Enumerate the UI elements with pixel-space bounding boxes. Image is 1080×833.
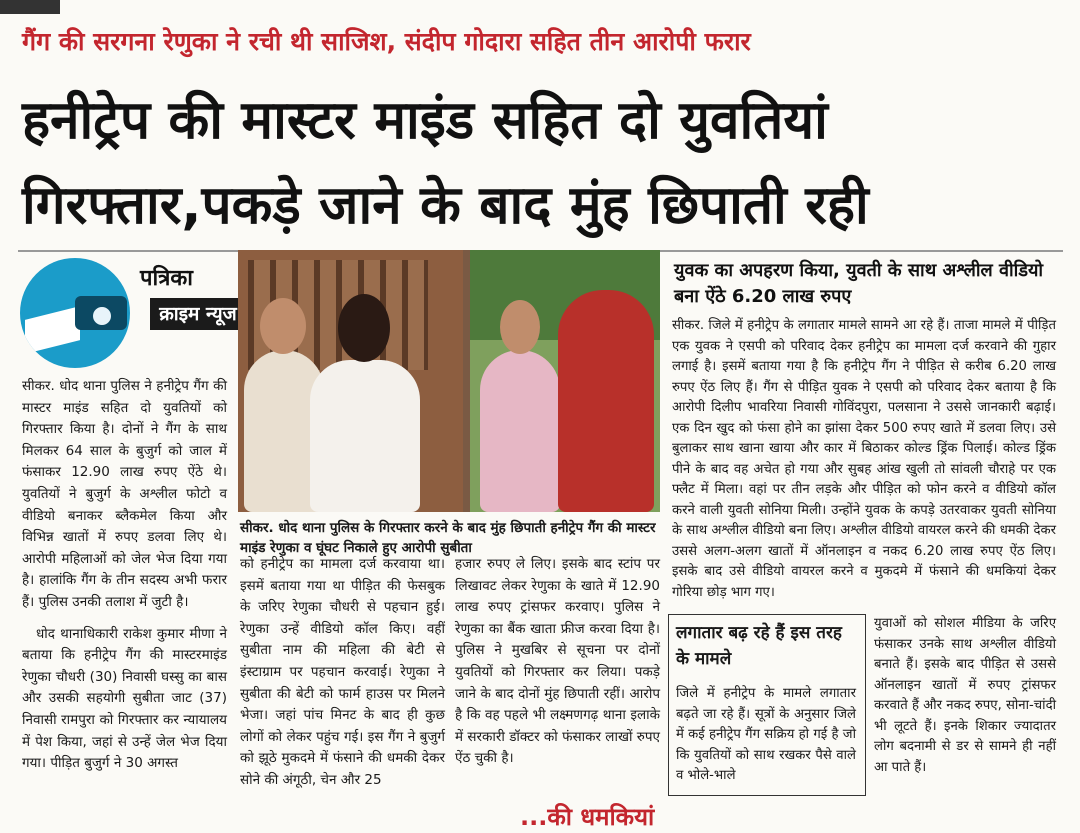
- camera-body-shape: [25, 306, 80, 354]
- headline: [22, 78, 1062, 248]
- kicker: गैंग की सरगना रेणुका ने रची थी साजिश, संदीप गोदारा सहित तीन आरोपी फरार: [22, 27, 751, 56]
- next-headline-fragment: ...की धमकियां: [520, 803, 655, 831]
- news-photo: [238, 250, 660, 512]
- photo-figure: [310, 360, 420, 512]
- photo-figure: [480, 350, 560, 512]
- photo-face: [338, 294, 390, 362]
- paragraph: हजार रुपए ले लिए। इसके बाद स्टांप पर लिखावट लेकर रेणुका के खाते में 12.90 लाख रुपए ट्रांसफर करवाए। पुलिस ने रेणुका का बैंक खाता फ्रीज करवा दिया है। पुलिस ने मुखबिर से सूचना पर दोनों युवतियों को गिरफ्तार कर लिया। पकड़े जाने के बाद दोनों मुंह छिपाती रहीं। आरोप है कि वह पहले भी लक्ष्मणगढ़ थाना इलाके में सरकारी डॉक्टर को फंसाकर लाखों रुपए ऐंठ चुकी है।: [455, 556, 660, 767]
- sidebar-box-title: लगातार बढ़ रहे हैं इस तरह के मामले: [676, 623, 842, 669]
- paragraph: सीकर. धोद थाना पुलिस ने हनीट्रेप गैंग की मास्टर माइंड सहित दो युवतियों को गिरफ्तार किया है। दोनों ने गैंग के साथ मिलकर 64 साल के बुजुर्ग को जाल में फंसाकर 12.90 लाख रुपए ऐंठे थे। युवतियों ने बुजुर्ग के अश्लील फोटो व वीडियो बनाकर ब्लैकमेल किया और विभिन्न खातों में रुपए डलवा लिए थे। आरोपी महिलाओं को जेल भेज दिया गया है। हालांकि गैंग के तीन सदस्य अभी फरार हैं। पुलिस उनकी तलाश में जुटी है।: [22, 378, 227, 610]
- side-story-body: सीकर. जिले में हनीट्रेप के लगातार मामले सामने आ रहे हैं। ताजा मामले में पीड़ित एक युवक ने एसपी को परिवाद देकर हनीट्रेप का मामला दर्ज करवाने की गुहार लगाई है। इसमें बताया गया है कि हनीट्रेप गैंग ने पीड़ित से करीब 6.20 लाख रुपए ऐंठ लिए हैं। गैंग से पीड़ित युवक ने एसपी को परिवाद देकर बताया है कि आरोपी दिलीप भावरिया निवासी गोविंदपुरा, पलसाना ने उससे जानकारी बढ़ाई। एक दिन खुद को फंसा होने का झांसा देकर 500 रुपए खाते में डलवा लिए। उसे बुलाकर साथ खाना खाया और कार में बिठाकर कोल्ड ड्रिंक पिलाई। कोल्ड ड्रिंक पीने के बाद वह अचेत हो गया और सुबह आंख खुली तो सांवली चौराहे पर एक फ्लैट में मिला। वहां पर तीन लड़के और पीड़ित को फोन करने व वीडियो कॉल करने वाली युवती सोनिया मिली। उन्होंने युवक के कपड़े उतरवाकर युवती सोनिया के साथ अश्लील वीडियो बना लिए। अश्लील वीडियो वायरल करने की धमकी देकर उससे अलग-अलग खातों में ऑनलाइन व नकद 6.20 लाख रुपए ऐंठ लिए। इसके बाद उसे वीडियो वायरल करने व मुकदमे में फंसाने की धमकियां देकर गोरिया छोड़ भाग गए।: [672, 318, 1056, 600]
- photo-figure: [558, 290, 654, 512]
- paragraph: को हनीट्रेप का मामला दर्ज करवाया था। इसमें बताया गया था पीड़ित की फेसबुक के जरिए रेणुका चौधरी से पहचान हुई। रेणुका उन्हें वीडियो कॉल किए। वहीं सुबीता नाम की महिला की बेटी से इंस्टाग्राम पर पहचान करवाई। रेणुका ने सुबीता की बेटी को फार्म हाउस पर मिलने भेजा। जहां पांच मिनट के बाद ही कुछ लोगों को लेकर पहुंच गई। इस गैंग ने बुजुर्ग को झूठे मुकदमे में फंसाने की धमकी देकर सोने की अंगूठी, चेन और 25: [240, 556, 445, 788]
- photo-caption: सीकर. धोद थाना पुलिस के गिरफ्तार करने के बाद मुंह छिपाती हनीट्रेप गैंग की मास्टर माइंड रेणुका व घूंघट निकाले हुए आरोपी सुबीता: [240, 520, 656, 556]
- page-edge-shadow: [0, 0, 60, 14]
- headline-line-2: गिरफ्तार,पकड़े जाने के बाद मुंह छिपाती रही: [22, 175, 869, 236]
- article-column-2: [240, 554, 445, 792]
- sidebar-box-body: जिले में हनीट्रेप के मामले लगातार बढ़ते जा रहे हैं। सूत्रों के अनुसार जिले में कई हनीट्रेप गैंग सक्रिय हो गई है जो कि युवतियों को साथ रखकर पैसे वाले व भोले-भाले: [676, 686, 856, 783]
- photo-face: [500, 300, 540, 354]
- article-column-5: युवाओं को सोशल मीडिया के जरिए फंसाकर उनके साथ अश्लील वीडियो बनाते हैं। इसके बाद पीड़ित से उससे ऑनलाइन खातों में रुपए ट्रांसफर करवाते हैं और नकद रुपए, सोना-चांदी भी लूटते हैं। इनके शिकार ज्यादातर लोग बदनामी से डर से सामने ही नहीं आ पाते हैं।: [874, 616, 1056, 775]
- side-story-headline: युवक का अपहरण किया, युवती के साथ अश्लील वीडियो बना ऐंठे 6.20 लाख रुपए: [674, 260, 1044, 307]
- headline-line-1: हनीट्रेप की मास्टर माइंड सहित दो युवतियां: [22, 90, 828, 151]
- camera-lens-shape: [90, 304, 114, 328]
- cctv-camera-icon: [20, 258, 130, 368]
- article-column-3: [455, 554, 660, 770]
- photo-right-panel: [470, 250, 660, 512]
- photo-face: [260, 298, 306, 354]
- photo-left-panel: [238, 250, 463, 512]
- article-column-1: [22, 376, 227, 775]
- brand-name: पत्रिका: [140, 266, 193, 291]
- paragraph: धोद थानाधिकारी राकेश कुमार मीणा ने बताया कि हनीट्रेप गैंग की मास्टरमाइंड रेणुका चौधरी (30) निवासी घस्सु का बास और उसकी सहयोगी सुबीता जाट (37) निवासी रामपुरा को गिरफ्तार कर न्यायालय में पेश किया, जहां से उन्हें जेल भेज दिया गया। पीड़ित बुजुर्ग ने 30 अगस्त: [22, 625, 227, 772]
- section-label: क्राइम न्यूज: [150, 298, 246, 330]
